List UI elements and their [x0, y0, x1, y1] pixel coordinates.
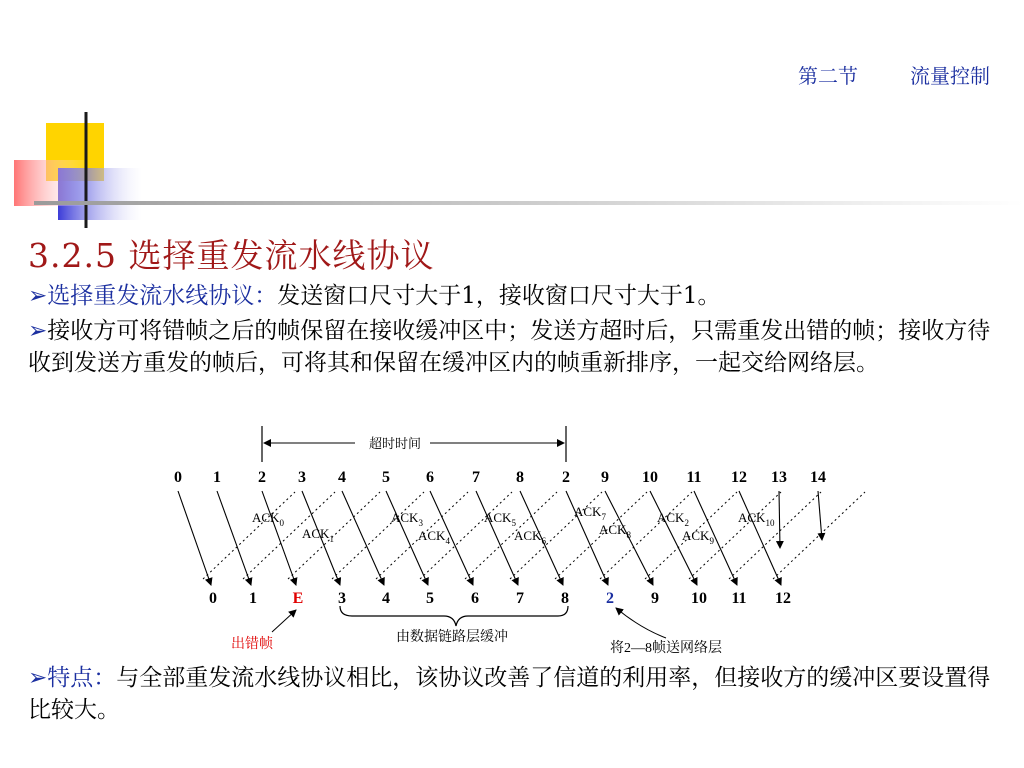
ack-label-4: $ACK_5$	[484, 510, 516, 528]
send-seq-10: 9	[601, 469, 609, 486]
error-pointer	[272, 610, 296, 632]
decorative-graphic	[0, 0, 1024, 230]
ack-label-9: $ACK_9$	[682, 528, 714, 546]
bullet-text-3: 与全部重发流水线协议相比，该协议改善了信道的利用率，但接收方的缓冲区要设置得比较大。	[28, 665, 991, 723]
frame-arrow-7	[476, 491, 518, 585]
ack-label-7: $ACK_8$	[599, 522, 631, 540]
frame-arrow-1	[217, 491, 251, 585]
ack-dotted-line-0	[203, 492, 295, 579]
ack-dotted-line-3	[332, 492, 424, 579]
ack-lines	[203, 492, 865, 579]
recv-seq-6: 6	[471, 590, 479, 607]
buffer-label: 由数据链路层缓冲	[396, 630, 508, 645]
bullet-marker-2: ➢	[28, 318, 48, 344]
send-seq-5: 5	[382, 469, 390, 486]
ack-label-1: $ACK_1$	[302, 526, 334, 544]
recv-seq-13: 12	[775, 590, 791, 607]
send-seq-11: 10	[642, 469, 658, 486]
deliver-pointer	[616, 608, 666, 638]
recv-seq-4: 4	[382, 590, 390, 607]
error-frame-label: 出错帧	[231, 637, 273, 652]
timeout-label: 超时时间	[368, 436, 422, 451]
section-topic: 流量控制	[910, 64, 990, 88]
page-title: 3.2.5 选择重发流水线协议	[28, 236, 435, 275]
recv-seq-3: 3	[338, 590, 346, 607]
bullet-marker-3: ➢	[28, 665, 48, 691]
send-seq-9: 2	[562, 469, 570, 486]
ack-label-10: $ACK_{10}$	[738, 510, 775, 528]
ack-label-3: $ACK_4$	[418, 528, 450, 546]
ack-label-8: $ACK_2$	[657, 510, 689, 528]
deco-horizontal-line	[34, 201, 1024, 205]
bullet-text-2: 接收方可将错帧之后的帧保留在接收缓冲区中；发送方超时后，只需重发出错的帧；接收方待收到发送方重发的帧后，可将其和保留在缓冲区内的帧重新排序，一起交给网络层。	[28, 318, 991, 376]
bullet-lead-1: 选择重发流水线协议：	[47, 283, 278, 309]
frame-arrows	[178, 491, 822, 585]
recv-seq-12: 11	[731, 590, 747, 607]
frame-arrow-4	[342, 491, 384, 585]
ack-label-6: $ACK_7$	[574, 504, 606, 522]
section-number: 第二节	[798, 64, 858, 88]
recv-seq-1: 1	[249, 590, 257, 607]
recv-seq-2: E	[292, 590, 304, 607]
send-seq-15: 14	[810, 469, 826, 486]
bullet-marker-1: ➢	[28, 283, 48, 309]
recv-seq-9: 2	[606, 590, 614, 607]
recv-seq-7: 7	[516, 590, 524, 607]
recv-seq-8: 8	[561, 590, 569, 607]
receive-sequence-row	[209, 590, 791, 607]
selective-repeat-diagram	[0, 415, 1024, 665]
send-sequence-row	[174, 469, 826, 486]
frame-arrow-13	[739, 491, 781, 585]
send-seq-14: 13	[771, 469, 787, 486]
send-seq-4: 4	[338, 469, 346, 486]
send-seq-12: 11	[686, 469, 702, 486]
send-seq-7: 7	[472, 469, 480, 486]
bullet-2	[28, 315, 998, 379]
send-seq-3: 3	[298, 469, 306, 486]
deliver-label: 将2—8帧送网络层	[610, 641, 722, 656]
frame-arrow-14	[779, 491, 780, 548]
send-seq-2: 2	[258, 469, 266, 486]
bullet-text-1: 发送窗口尺寸大于1，接收窗口尺寸大于1。	[277, 283, 721, 309]
frame-arrow-2	[262, 491, 296, 585]
ack-label-2: $ACK_3$	[391, 510, 423, 528]
buffer-brace	[340, 606, 568, 626]
send-seq-6: 6	[426, 469, 434, 486]
recv-seq-11: 10	[691, 590, 707, 607]
recv-seq-10: 9	[651, 590, 659, 607]
bullet-3	[28, 662, 998, 726]
send-seq-0: 0	[174, 469, 182, 486]
bullet-lead-3: 特点：	[47, 665, 117, 691]
ack-label-5: $ACK_6$	[514, 528, 546, 546]
recv-seq-0: 0	[209, 590, 217, 607]
frame-arrow-15	[818, 491, 822, 540]
send-seq-13: 12	[731, 469, 747, 486]
send-seq-8: 8	[516, 469, 524, 486]
bullet-1	[28, 280, 998, 312]
ack-label-0: $ACK_0$	[252, 510, 284, 528]
ack-dotted-line-12	[729, 492, 821, 579]
frame-arrow-0	[178, 491, 211, 585]
recv-seq-5: 5	[426, 590, 434, 607]
send-seq-1: 1	[213, 469, 221, 486]
deco-red-square	[14, 160, 84, 206]
